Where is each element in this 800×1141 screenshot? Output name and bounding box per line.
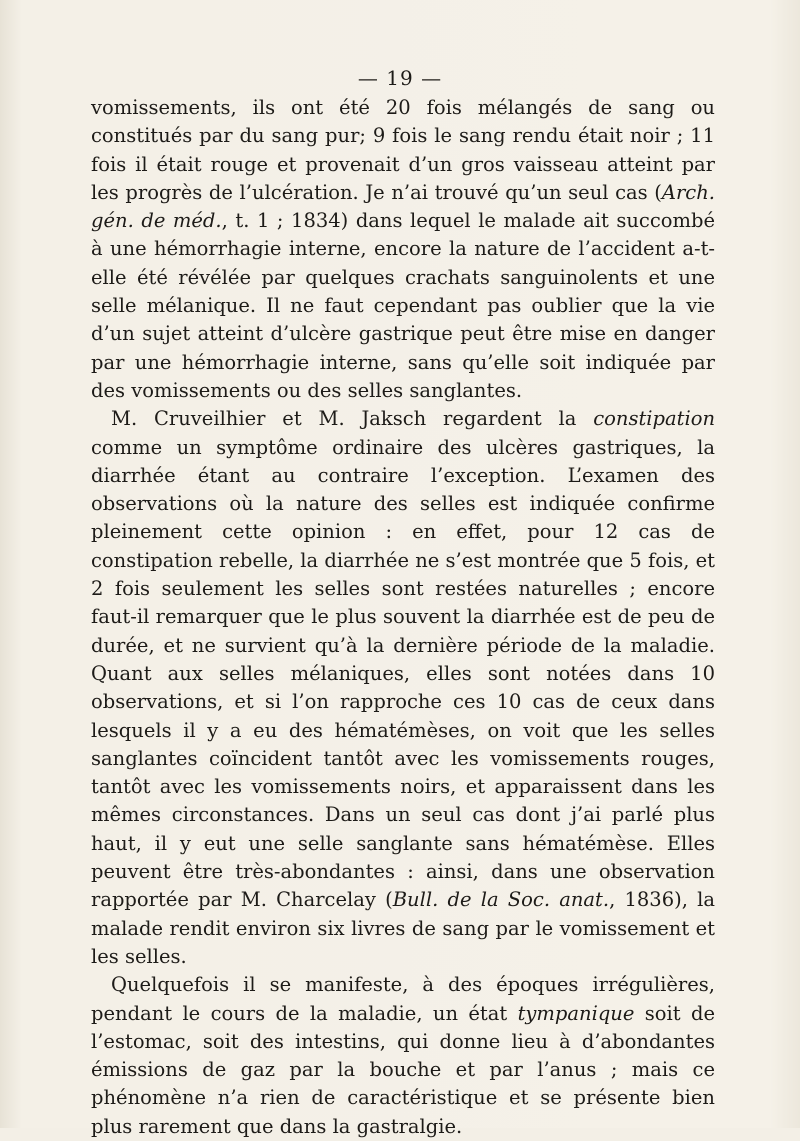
citation-bull-soc-anat: Bull. de la Soc. anat.: [392, 888, 610, 912]
text-segment: Quelquefois il se manifeste, à des époques irrégulières, pendant le cours de la maladie, un état: [91, 973, 715, 1025]
paragraph-1: [91, 94, 715, 405]
citation-arch-gen-med: Arch. gén. de méd.: [91, 180, 715, 233]
term-tympanique: tympanique: [517, 1001, 635, 1025]
text-segment: soit de l’estomac, soit des intestins, qui donne lieu à d’abondantes émissions de gaz par la bouche et par l’anus ; mais ce phénomène n’a rien de caractéristique et se présente bien plus rarement que dans la gastralgie.: [91, 1001, 715, 1138]
term-constipation: constipation: [593, 407, 715, 431]
text-segment: , t. 1 ; 1834) dans lequel le malade ait succombé à une hémorrhagie interne, encore la nature de l’accident a-t-elle été révélée par quelques crachats sanguinolents et une selle mélanique. Il ne faut cependant pas oublier que la vie d’un sujet atteint d’ulcère gastrique peut être mise en danger par une hémorrhagie interne, sans qu’elle soit indiquée par des vomissements ou des selles sanglantes.: [91, 209, 715, 402]
page-number: — 19 —: [357, 66, 443, 90]
text-segment: , 1836), la malade rendit environ six livres de sang par le vomissement et les selles.: [91, 888, 715, 968]
body-text: [91, 94, 715, 1141]
paragraph-3: [91, 971, 715, 1141]
paragraph-2: [91, 405, 715, 971]
text-segment: comme un symptôme ordinaire des ulcères gastriques, la diarrhée étant au contraire l’exception. L’examen des observations où la nature des selles est indiquée confirme pleinement cette opinion : en effet, pour 12 cas de constipation rebelle, la diarrhée ne s’est montrée que 5 fois, et 2 fois seulement les selles sont restées naturelles ; encore faut-il remarquer que le plus souvent la diarrhée est de peu de durée, et ne survient qu’à la dernière période de la maladie. Quant aux selles mélaniques, elles sont notées dans 10 observations, et si l’on rapproche ces 10 cas de ceux dans lesquels il y a eu des hématémèses, on voit que les selles sanglantes coïncident tantôt avec les vomissements rouges, tantôt avec les vomissements noirs, et apparaissent dans les mêmes circonstances. Dans un seul cas dont j’ai parlé plus haut, il y eut une selle sanglante sans hématémèse. Elles peuvent être très-abondantes : ainsi, dans une observation rapportée par M. Charcelay (: [91, 435, 715, 912]
text-segment: M. Cruveilhier et M. Jaksch regardent la: [111, 407, 594, 431]
text-segment: vomissements, ils ont été 20 fois mélangés de sang ou constitués par du sang pur; 9 fois le sang rendu était noir ; 11 fois il était rouge et provenait d’un gros vaisseau atteint par les progrès de l’ulcération. Je n’ai trouvé qu’un seul cas (: [91, 96, 715, 204]
